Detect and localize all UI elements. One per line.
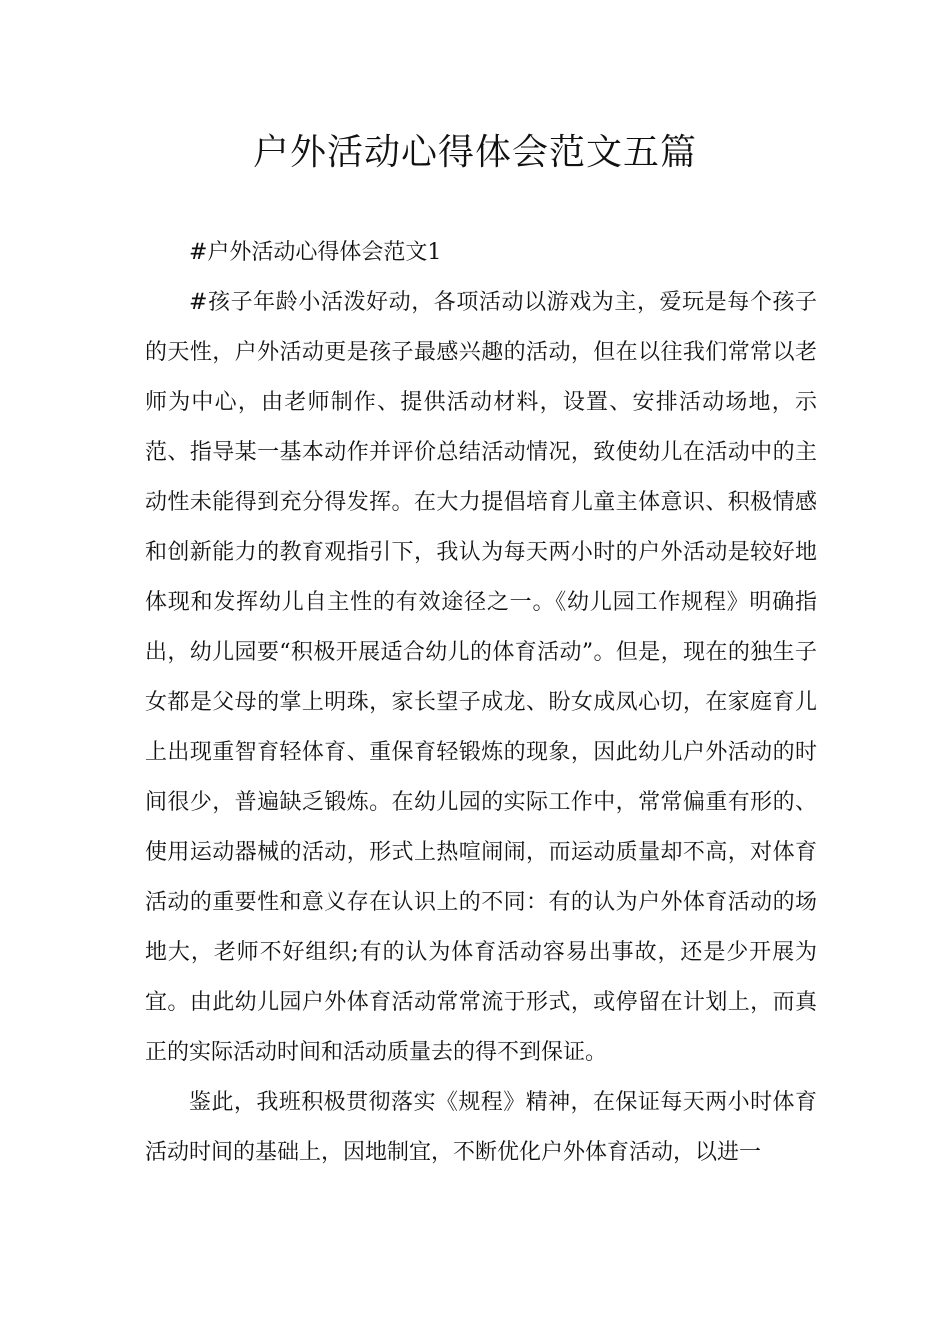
document-body [145,228,817,1178]
document-title: 户外活动心得体会范文五篇 [252,132,697,173]
body-paragraph: #孩子年龄小活泼好动，各项活动以游戏为主，爱玩是每个孩子的天性，户外活动更是孩子最感兴趣的活动，但在以往我们常常以老师为中心，由老师制作、提供活动材料，设置、安排活动场地，示范、指导某一基本动作并评价总结活动情况，致使幼儿在活动中的主动性未能得到充分得发挥。在大力提倡培育儿童主体意识、积极情感和创新能力的教育观指引下，我认为每天两小时的户外活动是较好地体现和发挥幼儿自主性的有效途径之一。《幼儿园工作规程》明确指出，幼儿园要“积极开展适合幼儿的体育活动”。但是，现在的独生子女都是父母的掌上明珠，家长望子成龙、盼女成凤心切，在家庭育儿上出现重智育轻体育、重保育轻锻炼的现象，因此幼儿户外活动的时间很少，普遍缺乏锻炼。在幼儿园的实际工作中，常常偏重有形的、使用运动器械的活动，形式上热喧闹闹，而运动质量却不高，对体育活动的重要性和意义存在认识上的不同：有的认为户外体育活动的场地大，老师不好组织;有的认为体育活动容易出事故，还是少开展为宜。由此幼儿园户外体育活动常常流于形式，或停留在计划上，而真正的实际活动时间和活动质量去的得不到保证。 [145,290,817,1065]
body-paragraph: 鉴此，我班积极贯彻落实《规程》精神，在保证每天两小时体育活动时间的基础上，因地制宜，不断优化户外体育活动，以进一 [145,1090,817,1165]
section-heading: #户外活动心得体会范文1 [189,240,442,265]
